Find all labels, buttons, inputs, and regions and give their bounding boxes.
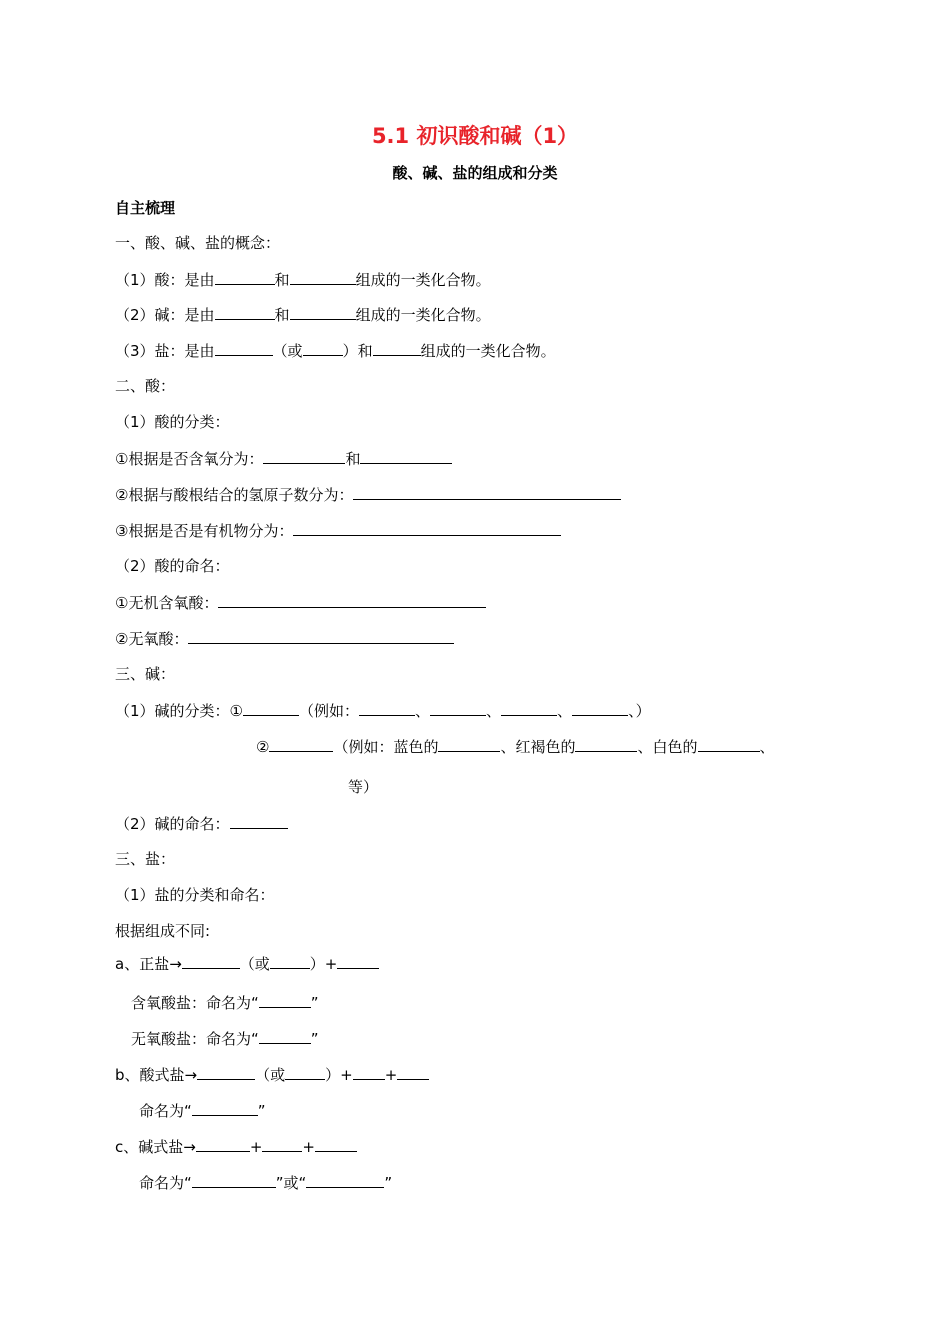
- concept-heading: 一、酸、碱、盐的概念：: [115, 234, 281, 252]
- oxyacid-naming-line: [115, 592, 486, 613]
- text: 命名为“: [139, 1102, 192, 1120]
- answer-blank[interactable]: [196, 1136, 250, 1152]
- acid-naming-heading: （2）酸的命名：: [115, 557, 230, 575]
- text: c、碱式盐→: [115, 1138, 196, 1156]
- text: （1）酸：是由: [115, 271, 215, 289]
- salt-heading: 三、盐：: [115, 850, 176, 868]
- text: ①根据是否含氧分为：: [115, 450, 264, 468]
- answer-blank[interactable]: [290, 269, 356, 285]
- text: 含氧酸盐：命名为“: [131, 994, 259, 1012]
- answer-blank[interactable]: [306, 1172, 384, 1188]
- acid-heading: 二、酸：: [115, 377, 176, 395]
- text: 、白色的: [637, 738, 698, 756]
- base-classification-line-2: [256, 736, 775, 757]
- text: ”或“: [275, 1174, 307, 1192]
- base-naming-line: [115, 813, 288, 834]
- normal-salt-line: [115, 953, 379, 974]
- text: ”: [384, 1174, 393, 1192]
- answer-blank[interactable]: [359, 700, 415, 716]
- answer-blank[interactable]: [290, 304, 356, 320]
- answer-blank[interactable]: [353, 484, 621, 500]
- text: 、红褐色的: [500, 738, 576, 756]
- base-definition-line: [115, 304, 491, 325]
- non-oxysalt-naming-line: [131, 1028, 319, 1049]
- text: 和: [274, 271, 290, 289]
- answer-blank[interactable]: [263, 448, 345, 464]
- text: ③根据是否是有机物分为：: [115, 522, 294, 540]
- text: 组成的一类化合物。: [420, 342, 556, 360]
- answer-blank[interactable]: [259, 992, 311, 1008]
- answer-blank[interactable]: [215, 269, 275, 285]
- text: ）+: [325, 1066, 353, 1084]
- answer-blank[interactable]: [270, 953, 310, 969]
- answer-blank[interactable]: [243, 700, 299, 716]
- acid-definition-line: [115, 269, 491, 290]
- text: 、: [759, 738, 775, 756]
- text: （或: [239, 955, 270, 973]
- text: 和: [345, 450, 361, 468]
- base-heading: 三、碱：: [115, 665, 176, 683]
- text: （2）碱：是由: [115, 306, 215, 324]
- text: ）和: [342, 342, 373, 360]
- text: 、）: [628, 702, 651, 720]
- acid-salt-line: [115, 1064, 429, 1085]
- answer-blank[interactable]: [192, 1172, 276, 1188]
- text: +: [384, 1066, 398, 1084]
- text: b、酸式盐→: [115, 1066, 198, 1084]
- answer-blank[interactable]: [262, 1136, 302, 1152]
- text: 、: [557, 702, 573, 720]
- text: a、正盐→: [115, 955, 182, 973]
- answer-blank[interactable]: [575, 736, 637, 752]
- document-title: 5.1 初识酸和碱（1）: [371, 124, 579, 148]
- answer-blank[interactable]: [285, 1064, 325, 1080]
- text: （1）碱的分类：①: [115, 702, 243, 720]
- answer-blank[interactable]: [315, 1136, 357, 1152]
- text: 组成的一类化合物。: [355, 271, 491, 289]
- text: 和: [274, 306, 290, 324]
- answer-blank[interactable]: [353, 1064, 385, 1080]
- text: 无氧酸盐：命名为“: [131, 1030, 259, 1048]
- text: ）+: [309, 955, 338, 973]
- basic-salt-naming-line: [139, 1172, 392, 1193]
- text: 、: [486, 702, 502, 720]
- acid-salt-naming-line: [139, 1100, 266, 1121]
- answer-blank[interactable]: [230, 813, 288, 829]
- oxysalt-naming-line: [131, 992, 319, 1013]
- acid-class-organic-line: [115, 520, 561, 541]
- answer-blank[interactable]: [192, 1100, 258, 1116]
- base-classification-etc: 等）: [348, 778, 379, 796]
- answer-blank[interactable]: [215, 340, 273, 356]
- text: 、: [415, 702, 431, 720]
- text: +: [302, 1138, 315, 1156]
- answer-blank[interactable]: [397, 1064, 429, 1080]
- answer-blank[interactable]: [218, 592, 486, 608]
- acid-class-hydrogen-line: [115, 484, 621, 505]
- hydracid-naming-line: [115, 628, 454, 649]
- answer-blank[interactable]: [698, 736, 760, 752]
- acid-classification-heading: （1）酸的分类：: [115, 413, 230, 431]
- text: （或: [255, 1066, 286, 1084]
- answer-blank[interactable]: [360, 448, 452, 464]
- answer-blank[interactable]: [182, 953, 240, 969]
- text: （例如：蓝色的: [333, 738, 439, 756]
- answer-blank[interactable]: [269, 736, 333, 752]
- text: ②: [256, 738, 270, 756]
- basic-salt-line: [115, 1136, 357, 1157]
- text: 组成的一类化合物。: [355, 306, 491, 324]
- answer-blank[interactable]: [430, 700, 486, 716]
- text: ①无机含氧酸：: [115, 594, 219, 612]
- text: ②无氧酸：: [115, 630, 189, 648]
- salt-by-composition: 根据组成不同:: [115, 922, 211, 940]
- answer-blank[interactable]: [373, 340, 421, 356]
- answer-blank[interactable]: [197, 1064, 255, 1080]
- text: ”: [310, 994, 319, 1012]
- answer-blank[interactable]: [303, 340, 343, 356]
- salt-definition-line: [115, 340, 556, 361]
- answer-blank[interactable]: [215, 304, 275, 320]
- section-heading: 自主梳理: [115, 199, 176, 217]
- text: ②根据与酸根结合的氢原子数分为：: [115, 486, 354, 504]
- answer-blank[interactable]: [188, 628, 454, 644]
- text: 命名为“: [139, 1174, 192, 1192]
- answer-blank[interactable]: [337, 953, 379, 969]
- answer-blank[interactable]: [501, 700, 557, 716]
- base-classification-line-1: [115, 700, 651, 721]
- text: ”: [310, 1030, 319, 1048]
- text: （3）盐：是由: [115, 342, 215, 360]
- text: +: [249, 1138, 263, 1156]
- answer-blank[interactable]: [293, 520, 561, 536]
- acid-class-oxygen-line: [115, 448, 452, 469]
- salt-classification-heading: （1）盐的分类和命名：: [115, 886, 275, 904]
- text: （2）碱的命名：: [115, 815, 230, 833]
- answer-blank[interactable]: [438, 736, 500, 752]
- text: ”: [257, 1102, 266, 1120]
- text: （或: [272, 342, 303, 360]
- answer-blank[interactable]: [259, 1028, 311, 1044]
- answer-blank[interactable]: [572, 700, 628, 716]
- text: （例如：: [299, 702, 360, 720]
- document-subtitle: 酸、碱、盐的组成和分类: [392, 164, 558, 182]
